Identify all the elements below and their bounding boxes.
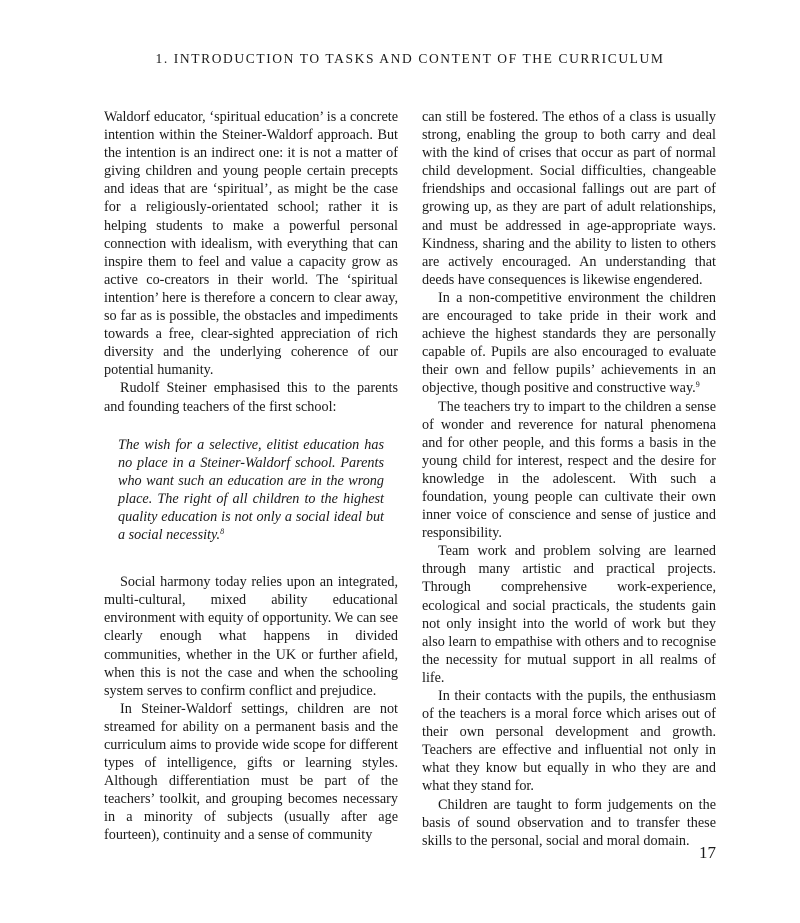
block-quote [118,436,384,545]
left-column [104,108,398,845]
paragraph: Social harmony today relies upon an integrated, multi-cultural, mixed ability educational environment with equity of opportunity. We can see clearly enough what happens in divided communities, whether in the UK or further afield, when this is not the case and when the schooling system serves to confirm conflict and prejudice. [104,574,398,699]
running-head: 1. INTRODUCTION TO TASKS AND CONTENT OF THE CURRICULUM [155,51,665,66]
paragraph: The teachers try to impart to the children a sense of wonder and reverence for natural phenomena and for other people, and this forms a basis in the young child for interest, respect and the desire for knowledge in the adolescent. With such a foundation, young people can cultivate their own inner voice of conscience and sense of justice and responsibility. [422,398,716,542]
paragraph: Waldorf educator, ‘spiritual education’ is a concrete intention within the Steiner-Waldorf approach. But the intention is an indirect one: it is not a matter of giving children and young people certain precepts and ideas that are ‘spiritual’, as might be the case for a religiously-orientated school; rather it is helping students to make a powerful personal connection with idealism, with everything that can inspire them to feel and value a capacity grow as active co-creators in their world. The ‘spiritual intention’ here is therefore a concern to clear away, so far as is possible, the obstacles and impediments towards a free, clear-sighted appreciation of rich diversity and the underlying coherence of our potential humanity. [104,109,398,379]
footnote-ref: 9 [695,380,700,390]
paragraph-text: In a non-competitive environment the children are encouraged to take pride in their work and achieve the highest standards they are personally capable of. Pupils are also encouraged to evaluate their own and fellow pupils’ achievements in an objective, though positive and constructive way. [422,289,716,397]
paragraph: Team work and problem solving are learned through many artistic and practical projects. Through comprehensive work-experience, ecological and social practicals, the students gain not only insight into the world of work but they also learn to empathise with others and to recognise the necessity for mutual support in all realms of life. [422,543,716,686]
paragraph: Rudolf Steiner emphasised this to the parents and founding teachers of the first school: [104,380,398,415]
quote-text: The wish for a selective, elitist education has no place in a Steiner-Waldorf school. Parents who want such an education are in the wrong place. The right of all children to the highest quality education is not only a social ideal but a social necessity. [118,436,384,544]
right-column [422,108,716,850]
paragraph: Children are taught to form judgements on the basis of sound observation and to transfer these skills to the personal, social and moral domain. [422,796,716,849]
paragraph [422,289,716,398]
paragraph: In Steiner-Waldorf settings, children are not streamed for ability on a permanent basis and the curriculum aims to provide wide scope for different types of intelligence, gifts or learning styles. Although differentiation must be part of the teachers’ toolkit, and grouping becomes necessary in a minority of subjects (usually after age fourteen), continuity and a sense of community [104,700,398,844]
paragraph: In their contacts with the pupils, the enthusiasm of the teachers is a moral force which arises out of their own personal development and growth. Teachers are effective and influential not only in what they know but equally in who they are and what they stand for. [422,688,716,795]
paragraph: can still be fostered. The ethos of a class is usually strong, enabling the group to both carry and deal with the kind of crises that occur as part of normal child development. Social difficulties, changeable friendships and occasional fallings out are part of growing up, as they are part of adult relationships, and must be addressed in age-appropriate ways. Kindness, sharing and the ability to listen to others are actively encouraged. An understanding that deeds have consequences is likewise engendered. [422,109,716,288]
page-number: 17 [699,843,716,862]
footnote-ref: 8 [220,527,225,537]
